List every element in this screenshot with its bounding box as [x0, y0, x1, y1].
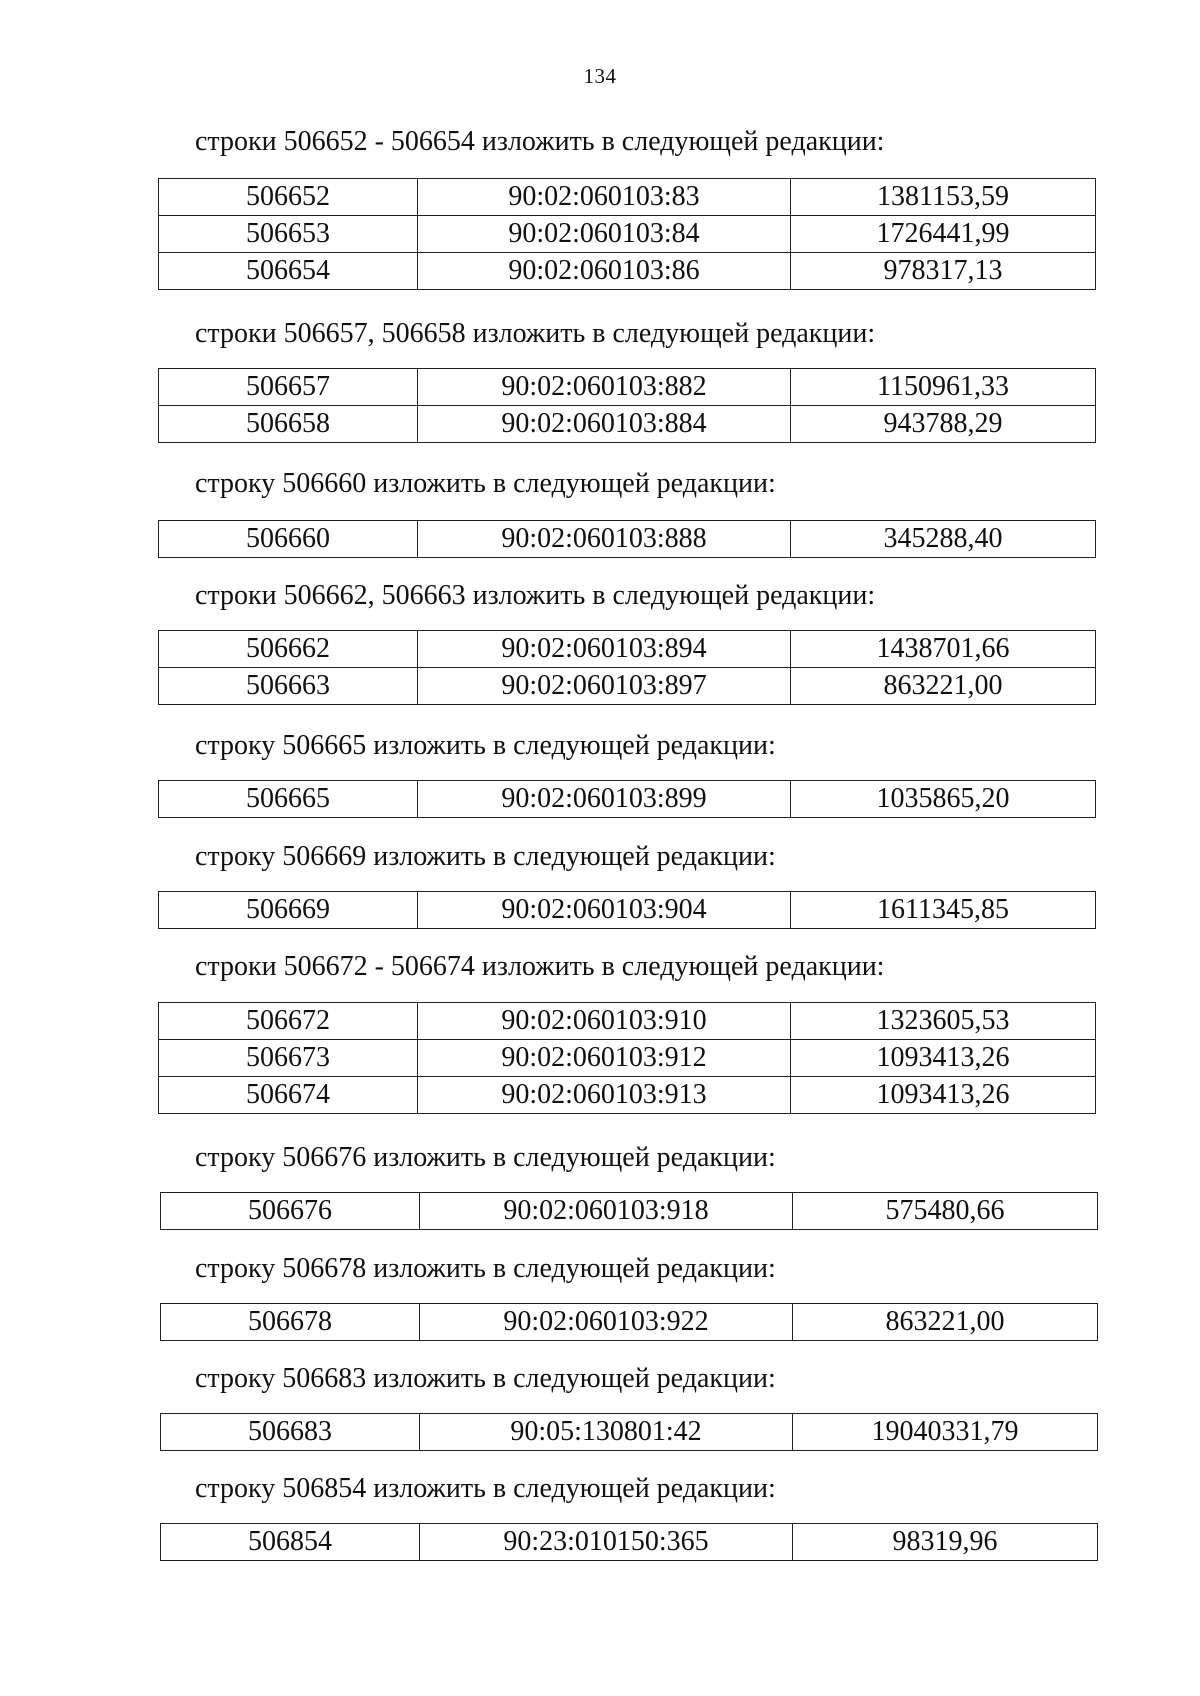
row-number-cell: 506678: [161, 1304, 420, 1341]
cadastral-number-cell: 90:02:060103:910: [418, 1003, 791, 1040]
amendment-table: [160, 1192, 1098, 1230]
row-number-cell: 506676: [161, 1193, 420, 1230]
amendment-table: [158, 891, 1096, 929]
row-number-cell: 506673: [159, 1040, 418, 1077]
row-number-cell: 506662: [159, 631, 418, 668]
cadastral-number-cell: 90:02:060103:912: [418, 1040, 791, 1077]
amendment-instruction: строку 506676 изложить в следующей редакции:: [195, 1142, 776, 1173]
amendment-table: [158, 368, 1096, 443]
amendment-table: [158, 520, 1096, 558]
table-row: [159, 1003, 1096, 1040]
cadastral-value-cell: 1438701,66: [791, 631, 1096, 668]
amendment-instruction: строку 506683 изложить в следующей редакции:: [195, 1363, 776, 1394]
amendment-table: [160, 1303, 1098, 1341]
cadastral-number-cell: 90:02:060103:83: [418, 179, 791, 216]
row-number-cell: 506654: [159, 253, 418, 290]
cadastral-number-cell: 90:02:060103:899: [418, 781, 791, 818]
amendment-table: [160, 1523, 1098, 1561]
amendment-instruction: строки 506657, 506658 изложить в следующей редакции:: [195, 318, 876, 349]
amendment-table: [158, 178, 1096, 290]
cadastral-number-cell: 90:02:060103:86: [418, 253, 791, 290]
table-row: [159, 216, 1096, 253]
amendment-instruction: строки 506662, 506663 изложить в следующей редакции:: [195, 580, 876, 611]
row-number-cell: 506672: [159, 1003, 418, 1040]
cadastral-number-cell: 90:02:060103:922: [420, 1304, 793, 1341]
cadastral-number-cell: 90:23:010150:365: [420, 1524, 793, 1561]
cadastral-number-cell: 90:02:060103:882: [418, 369, 791, 406]
cadastral-value-cell: 345288,40: [791, 521, 1096, 558]
cadastral-value-cell: 1093413,26: [791, 1077, 1096, 1114]
cadastral-value-cell: 1726441,99: [791, 216, 1096, 253]
table-row: [159, 668, 1096, 705]
page-number: 134: [583, 64, 617, 88]
table-row: [159, 892, 1096, 929]
row-number-cell: 506674: [159, 1077, 418, 1114]
cadastral-value-cell: 19040331,79: [793, 1414, 1098, 1451]
row-number-cell: 506663: [159, 668, 418, 705]
amendment-instruction: строку 506665 изложить в следующей редакции:: [195, 730, 776, 761]
amendment-instruction: строку 506854 изложить в следующей редакции:: [195, 1473, 776, 1504]
table-row: [159, 1040, 1096, 1077]
table-row: [161, 1304, 1098, 1341]
table-row: [159, 253, 1096, 290]
cadastral-value-cell: 1381153,59: [791, 179, 1096, 216]
cadastral-value-cell: 978317,13: [791, 253, 1096, 290]
amendment-instruction: строку 506669 изложить в следующей редакции:: [195, 841, 776, 872]
cadastral-number-cell: 90:05:130801:42: [420, 1414, 793, 1451]
table-row: [161, 1193, 1098, 1230]
table-row: [161, 1524, 1098, 1561]
table-row: [159, 521, 1096, 558]
cadastral-value-cell: 943788,29: [791, 406, 1096, 443]
table-row: [161, 1414, 1098, 1451]
cadastral-value-cell: 98319,96: [793, 1524, 1098, 1561]
row-number-cell: 506657: [159, 369, 418, 406]
amendment-instruction: строку 506678 изложить в следующей редакции:: [195, 1253, 776, 1284]
amendment-instruction: строки 506672 - 506674 изложить в следующей редакции:: [195, 951, 885, 982]
cadastral-value-cell: 575480,66: [793, 1193, 1098, 1230]
cadastral-value-cell: 1611345,85: [791, 892, 1096, 929]
row-number-cell: 506660: [159, 521, 418, 558]
cadastral-number-cell: 90:02:060103:904: [418, 892, 791, 929]
row-number-cell: 506669: [159, 892, 418, 929]
amendment-instruction: строки 506652 - 506654 изложить в следующей редакции:: [195, 126, 885, 157]
row-number-cell: 506652: [159, 179, 418, 216]
cadastral-number-cell: 90:02:060103:84: [418, 216, 791, 253]
row-number-cell: 506658: [159, 406, 418, 443]
cadastral-number-cell: 90:02:060103:888: [418, 521, 791, 558]
cadastral-number-cell: 90:02:060103:918: [420, 1193, 793, 1230]
amendment-table: [158, 780, 1096, 818]
row-number-cell: 506653: [159, 216, 418, 253]
row-number-cell: 506854: [161, 1524, 420, 1561]
cadastral-number-cell: 90:02:060103:884: [418, 406, 791, 443]
cadastral-value-cell: 863221,00: [791, 668, 1096, 705]
cadastral-value-cell: 863221,00: [793, 1304, 1098, 1341]
cadastral-value-cell: 1035865,20: [791, 781, 1096, 818]
amendment-instruction: строку 506660 изложить в следующей редакции:: [195, 468, 776, 499]
table-row: [159, 179, 1096, 216]
cadastral-number-cell: 90:02:060103:894: [418, 631, 791, 668]
cadastral-value-cell: 1093413,26: [791, 1040, 1096, 1077]
cadastral-value-cell: 1323605,53: [791, 1003, 1096, 1040]
row-number-cell: 506683: [161, 1414, 420, 1451]
cadastral-number-cell: 90:02:060103:897: [418, 668, 791, 705]
cadastral-value-cell: 1150961,33: [791, 369, 1096, 406]
table-row: [159, 369, 1096, 406]
table-row: [159, 406, 1096, 443]
amendment-table: [160, 1413, 1098, 1451]
table-row: [159, 631, 1096, 668]
row-number-cell: 506665: [159, 781, 418, 818]
amendment-table: [158, 630, 1096, 705]
amendment-table: [158, 1002, 1096, 1114]
cadastral-number-cell: 90:02:060103:913: [418, 1077, 791, 1114]
table-row: [159, 781, 1096, 818]
table-row: [159, 1077, 1096, 1114]
